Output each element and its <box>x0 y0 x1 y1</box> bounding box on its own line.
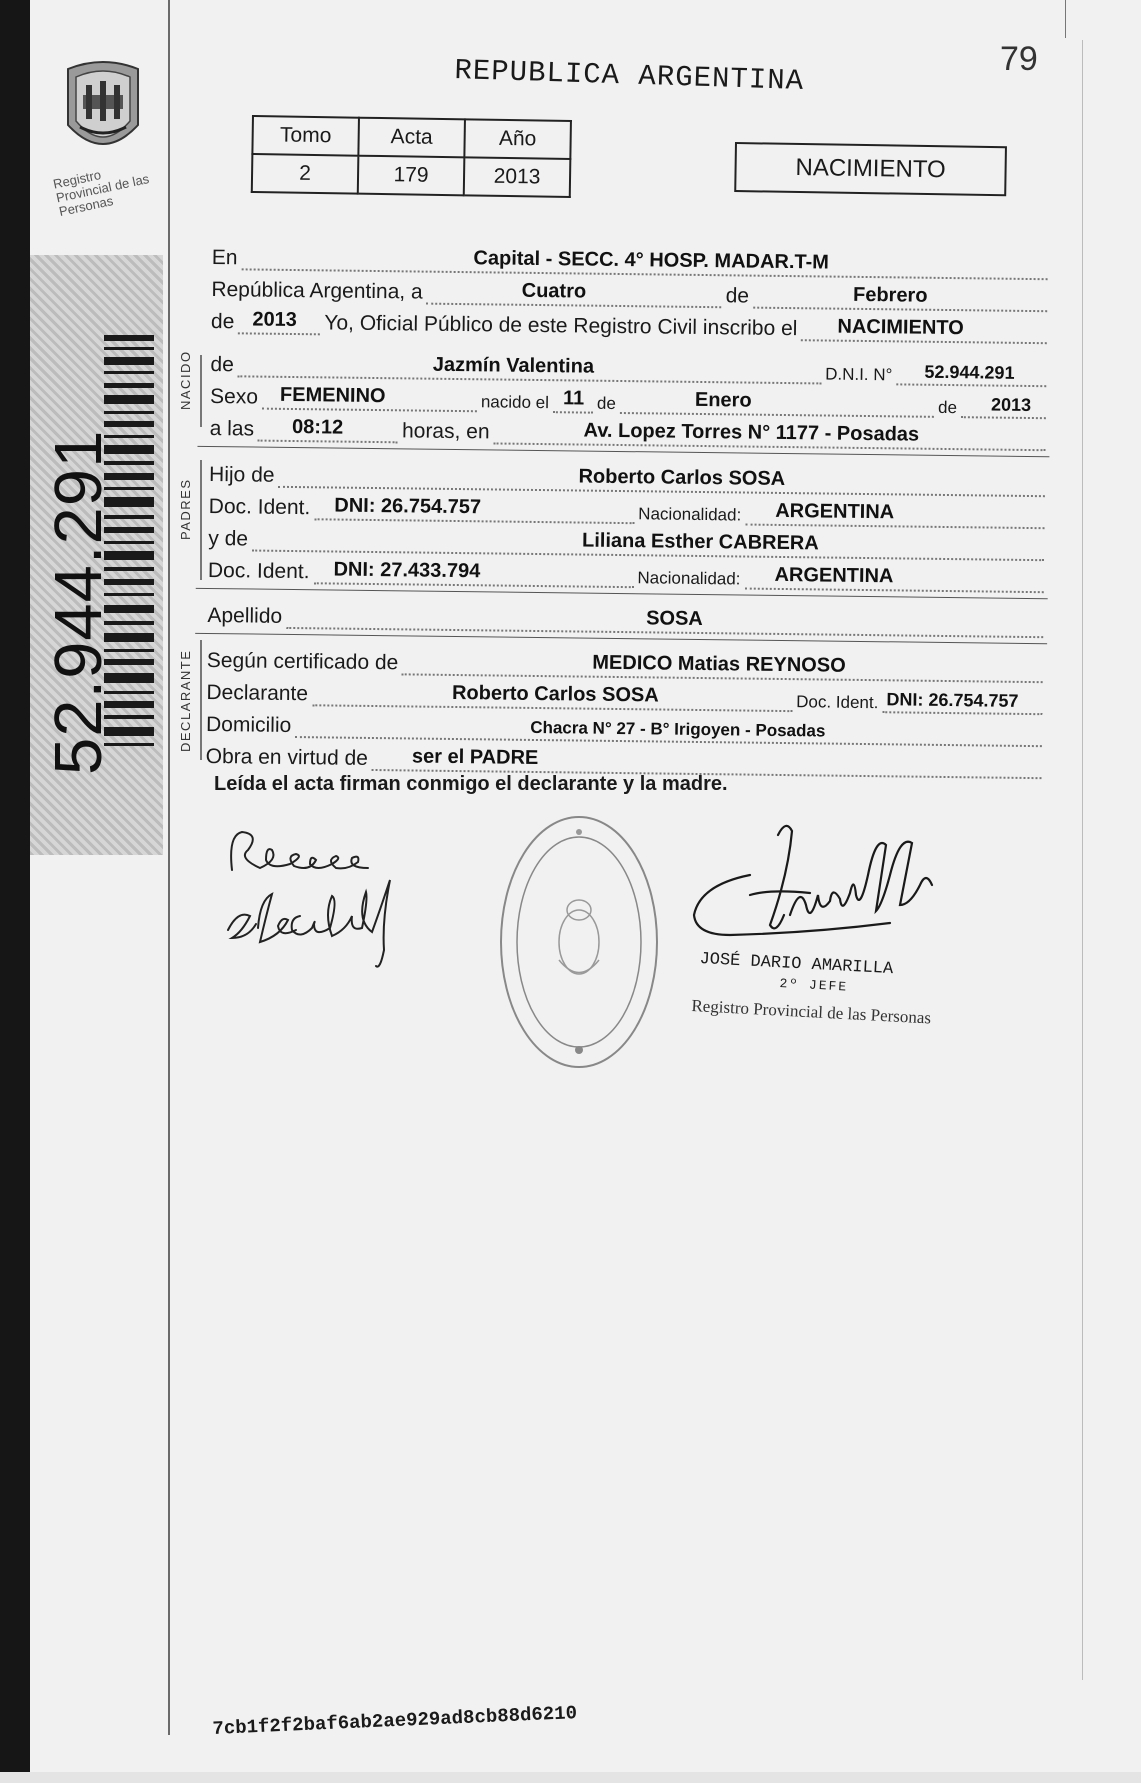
certificate-value: MEDICO Matias REYNOSO <box>592 651 846 677</box>
mother-doc-field <box>313 560 633 588</box>
address-field <box>493 420 1045 451</box>
segun-label: Según certificado de <box>206 648 399 675</box>
document-title: REPUBLICA ARGENTINA <box>453 54 805 98</box>
year-prefix-label: de <box>210 309 235 334</box>
sexo-label: Sexo <box>209 384 259 409</box>
father-nat-field <box>745 499 1045 530</box>
yde-label: y de <box>208 526 249 551</box>
tomo-header: Tomo <box>252 116 359 156</box>
tomo-value: 2 <box>252 154 359 194</box>
mother-doc-value: DNI: 27.433.794 <box>333 558 481 583</box>
official-role: 2º JEFE <box>779 976 849 995</box>
page-number: 79 <box>1000 40 1038 78</box>
birth-year-field <box>961 394 1046 419</box>
declarante-doc-label: Doc. Ident. <box>796 692 879 713</box>
birth-day-field <box>553 389 593 413</box>
birth-year-value: 2013 <box>990 394 1032 416</box>
declarant-signatures <box>220 820 480 980</box>
nacido-label: nacido el <box>480 392 550 413</box>
ano-value: 2013 <box>464 157 571 197</box>
de3-label: de <box>596 393 617 413</box>
en-label: En <box>211 245 238 270</box>
father-doc-field <box>314 496 634 524</box>
domicilio-label: Domicilio <box>205 712 292 738</box>
side-label-padres: PADRES <box>178 478 193 540</box>
father-nat-value: ARGENTINA <box>775 499 895 524</box>
father-nat-label: Nacionalidad: <box>638 504 742 525</box>
day-field <box>427 281 722 309</box>
dni-label: D.N.I. N° <box>825 364 893 385</box>
apellido-field <box>286 605 1044 638</box>
obra-value: ser el PADRE <box>411 745 539 770</box>
hijo-label: Hijo de <box>208 462 275 487</box>
month-value: Febrero <box>852 283 928 307</box>
place-value: Capital - SECC. 4° HOSP. MADAR.T-M <box>473 247 830 274</box>
ano-header: Año <box>464 119 571 159</box>
declarante-value: Roberto Carlos SOSA <box>451 681 659 707</box>
side-label-nacido: NACIDO <box>178 350 193 410</box>
official-signature <box>690 815 950 965</box>
acta-header: Acta <box>358 118 465 158</box>
official-name: JOSÉ DARIO AMARILLA <box>699 950 894 980</box>
declarante-label: Declarante <box>206 680 309 706</box>
birth-month-value: Enero <box>694 388 752 412</box>
a-las-label: a las <box>209 416 255 441</box>
time-field <box>258 415 398 444</box>
mother-value: Liliana Esther CABRERA <box>581 529 819 555</box>
mother-nat-label: Nacionalidad: <box>637 568 741 589</box>
mother-nat-value: ARGENTINA <box>774 563 894 588</box>
de2-label: de <box>210 352 234 377</box>
father-value: Roberto Carlos SOSA <box>578 465 786 491</box>
official-office: Registro Provincial de las Personas <box>691 996 932 1028</box>
apellido-value: SOSA <box>646 607 703 631</box>
mother-doc-label: Doc. Ident. <box>207 558 310 584</box>
de4-label: de <box>937 397 958 418</box>
republica-label: República Argentina, a <box>211 277 423 304</box>
vertical-dni-number: 52.944.291 <box>41 429 116 775</box>
name-value: Jazmín Valentina <box>432 353 595 378</box>
side-label-declarante: DECLARANTE <box>178 649 193 752</box>
dni-field <box>896 361 1046 387</box>
row-apellido <box>207 598 1047 638</box>
time-value: 08:12 <box>291 415 344 439</box>
registro-label: Registro Provincial de las Personas <box>51 166 151 220</box>
act-type-box: NACIMIENTO <box>734 142 1007 196</box>
inscribe-value: NACIMIENTO <box>837 315 964 340</box>
day-value: Cuatro <box>521 279 587 303</box>
closing-statement: Leída el acta firman conmigo el declarante y la madre. <box>214 773 728 795</box>
birth-day-value: 11 <box>562 387 585 410</box>
mother-nat-field <box>744 563 1044 594</box>
domicilio-value: Chacra N° 27 - B° Irigoyen - Posadas <box>530 717 826 741</box>
father-doc-label: Doc. Ident. <box>208 494 311 520</box>
declarante-doc-field <box>882 689 1042 715</box>
acta-value: 179 <box>358 156 465 196</box>
address-value: Av. Lopez Torres N° 1177 - Posadas <box>583 419 920 446</box>
inscribe-field <box>801 317 1047 344</box>
dni-value: 52.944.291 <box>924 361 1015 383</box>
year-field <box>238 310 320 335</box>
year-value: 2013 <box>252 308 298 332</box>
horas-label: horas, en <box>401 419 490 444</box>
declarante-doc-value: DNI: 26.754.757 <box>886 689 1019 711</box>
yo-text: Yo, Oficial Público de este Registro Civil inscribo el <box>324 311 798 341</box>
de-label: de <box>725 284 750 308</box>
father-doc-value: DNI: 26.754.757 <box>334 494 482 519</box>
month-field <box>753 285 1048 313</box>
declarante-field <box>312 682 792 712</box>
apellido-label: Apellido <box>207 603 283 628</box>
birth-month-field <box>620 390 934 418</box>
sexo-field <box>262 383 477 413</box>
official-seal-icon <box>497 810 662 1075</box>
obra-label: Obra en virtud de <box>205 744 369 770</box>
sexo-value: FEMENINO <box>279 383 386 408</box>
document-hash: 7cb1f2f2baf6ab2ae929ad8cb88d6210 <box>212 1702 578 1740</box>
